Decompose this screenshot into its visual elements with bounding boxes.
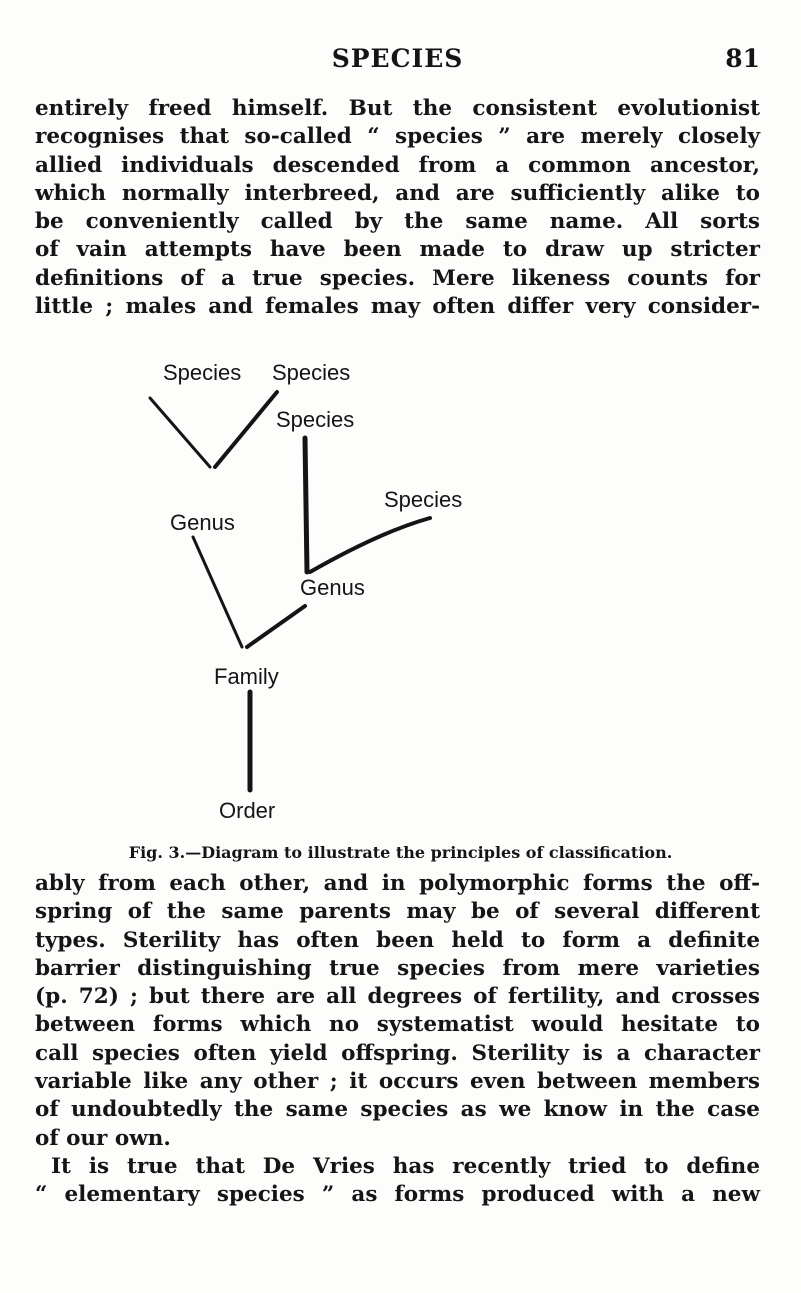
classification-diagram [130, 350, 610, 830]
text-line: call species often yield offspring. Sterility is a character [35, 1040, 760, 1066]
text-line: allied individuals descended from a common ancestor, [35, 152, 760, 178]
text-line: recognises that so-called “ species ” are merely closely [35, 124, 760, 150]
running-title: SPECIES [331, 44, 464, 73]
page-number: 81 [725, 44, 760, 73]
text-line: types. Sterility has often been held to form a definite [35, 927, 760, 953]
text-line: “ elementary species ” as forms produced with a new [35, 1182, 760, 1208]
label-order: Order [219, 798, 276, 823]
line-species1-to-genus [150, 398, 210, 467]
line-species3-to-genus [305, 438, 307, 572]
text-line: It is true that De Vries has recently tried to define [51, 1153, 760, 1179]
text-line: which normally interbreed, and are sufficiently alike to [35, 180, 760, 206]
line-species2-to-genus [215, 392, 277, 467]
running-head [35, 44, 760, 78]
figure-caption: Fig. 3.—Diagram to illustrate the principles of classification. [128, 843, 673, 862]
text-line: definitions of a true species. Mere likeness counts for [35, 265, 760, 291]
line-species4-to-genus [310, 518, 430, 572]
text-line: little ; males and females may often differ very consider- [35, 294, 760, 320]
paragraph-top [35, 95, 760, 321]
label-species-2: Species [272, 360, 351, 385]
text-line: between forms which no systematist would hesitate to [35, 1012, 760, 1038]
text-line: be conveniently called by the same name. All sorts [35, 209, 760, 235]
text-line: of undoubtedly the same species as we know in the case [35, 1097, 760, 1123]
label-family: Family [214, 664, 279, 689]
label-species-3: Species [276, 407, 355, 432]
line-genus1-to-family [193, 537, 242, 647]
label-genus-1: Genus [170, 510, 235, 535]
diagram-lines [130, 350, 610, 830]
text-line: variable like any other ; it occurs even between members [35, 1069, 760, 1095]
text-line: of vain attempts have been made to draw up stricter [35, 237, 760, 263]
text-line: of our own. [35, 1125, 171, 1151]
text-line: entirely freed himself. But the consistent evolutionist [35, 96, 760, 121]
label-species-1: Species [163, 360, 242, 385]
paragraph-bottom [35, 870, 760, 1210]
text-line: spring of the same parents may be of several different [35, 899, 760, 925]
text-line: barrier distinguishing true species from mere varieties [35, 955, 760, 981]
label-genus-2: Genus [300, 575, 365, 600]
label-species-4: Species [384, 487, 463, 512]
text-line: (p. 72) ; but there are all degrees of fertility, and crosses [35, 984, 760, 1010]
line-genus2-to-family [247, 606, 305, 647]
text-line: ably from each other, and in polymorphic forms the off- [35, 871, 760, 896]
